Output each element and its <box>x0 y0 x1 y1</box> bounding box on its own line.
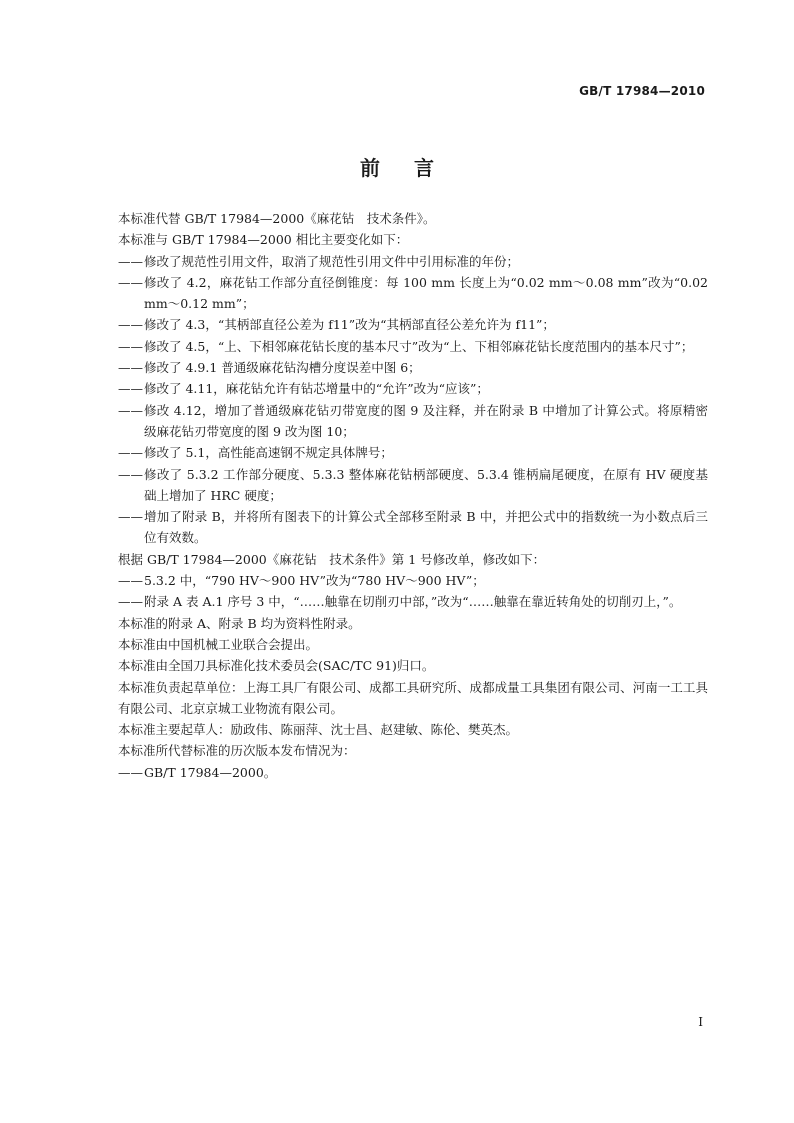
amendment-intro: 根据 GB/T 17984—2000《麻花钻 技术条件》第 1 号修改单，修改如下： <box>118 551 546 567</box>
dash-marker: —— <box>118 573 143 589</box>
dash-marker: —— <box>118 338 143 354</box>
change-item: —— 修改了 5.3.2 工作部分硬度、5.3.3 整体麻花钻柄部硬度、5.3.4 锥柄扁尾硬度，在原有 HV 硬度基础上增加了 HRC 硬度； <box>118 464 708 507</box>
change-item: —— 增加了附录 B，并将所有图表下的计算公式全部移至附录 B 中，并把公式中的指数统一为小数点后三位有效数。 <box>118 506 708 549</box>
dash-marker: —— <box>118 402 143 418</box>
dash-marker: —— <box>118 509 143 525</box>
change-item: —— 修改 4.12，增加了普通级麻花钻刃带宽度的图 9 及注释，并在附录 B 中增加了计算公式。将原精密级麻花钻刃带宽度的图 9 改为图 10； <box>118 400 708 443</box>
dash-marker: —— <box>118 274 143 290</box>
closing-paragraph: 本标准的附录 A、附录 B 均为资料性附录。 <box>118 615 361 631</box>
dash-marker: —— <box>118 466 143 482</box>
amendment-item: —— 附录 A 表 A.1 序号 3 中，“……触靠在切削刃中部，”改为“……触靠在靠近转角处的切削刃上，”。 <box>118 591 708 612</box>
intro-paragraph: 本标准代替 GB/T 17984—2000《麻花钻 技术条件》。 <box>118 211 436 226</box>
change-item: —— 修改了 4.11，麻花钻允许有钻芯增量中的“允许”改为“应该”； <box>118 378 708 399</box>
page-title: 前言 <box>360 156 468 180</box>
dash-marker: —— <box>118 381 143 397</box>
closing-paragraph: 本标准所代替标准的历次版本发布情况为： <box>118 743 356 759</box>
dash-marker: —— <box>118 253 143 269</box>
change-item: —— 修改了 5.1，高性能高速钢不规定具体牌号； <box>118 442 708 463</box>
dash-marker: —— <box>118 764 143 780</box>
amendment-item: —— 5.3.2 中，“790 HV～900 HV”改为“780 HV～900 HV”； <box>118 570 708 591</box>
dash-marker: —— <box>118 445 143 461</box>
closing-paragraph: 本标准负责起草单位：上海工具厂有限公司、成都工具研究所、成都成量工具集团有限公司、河南一工工具有限公司、北京京城工业物流有限公司。 <box>118 679 708 716</box>
intro-paragraph: 本标准与 GB/T 17984—2000 相比主要变化如下： <box>118 232 409 248</box>
closing-paragraph: 本标准由全国刀具标准化技术委员会(SAC/TC 91)归口。 <box>118 658 435 674</box>
closing-paragraph: 本标准由中国机械工业联合会提出。 <box>118 636 319 652</box>
standard-number: GB/T 17984—2010 <box>579 84 705 98</box>
change-item: —— 修改了 4.9.1 普通级麻花钻沟槽分度误差中图 6； <box>118 357 708 378</box>
history-item: —— GB/T 17984—2000。 <box>118 762 708 783</box>
change-item: —— 修改了 4.3，“其柄部直径公差为 f11”改为“其柄部直径公差允许为 f11”； <box>118 314 708 335</box>
dash-marker: —— <box>118 317 143 333</box>
foreword-body <box>118 208 708 783</box>
page-number: I <box>698 1015 703 1029</box>
dash-marker: —— <box>118 360 143 376</box>
closing-paragraph: 本标准主要起草人：励政伟、陈丽萍、沈士昌、赵建敏、陈伦、樊英杰。 <box>118 722 519 738</box>
change-item: —— 修改了规范性引用文件，取消了规范性引用文件中引用标准的年份； <box>118 251 708 272</box>
change-item: —— 修改了 4.5，“上、下相邻麻花钻长度的基本尺寸”改为“上、下相邻麻花钻长度范围内的基本尺寸”； <box>118 336 708 357</box>
change-item: —— 修改了 4.2，麻花钻工作部分直径倒锥度：每 100 mm 长度上为“0.02 mm～0.08 mm”改为“0.02 mm～0.12 mm”； <box>118 272 708 315</box>
dash-marker: —— <box>118 594 143 610</box>
